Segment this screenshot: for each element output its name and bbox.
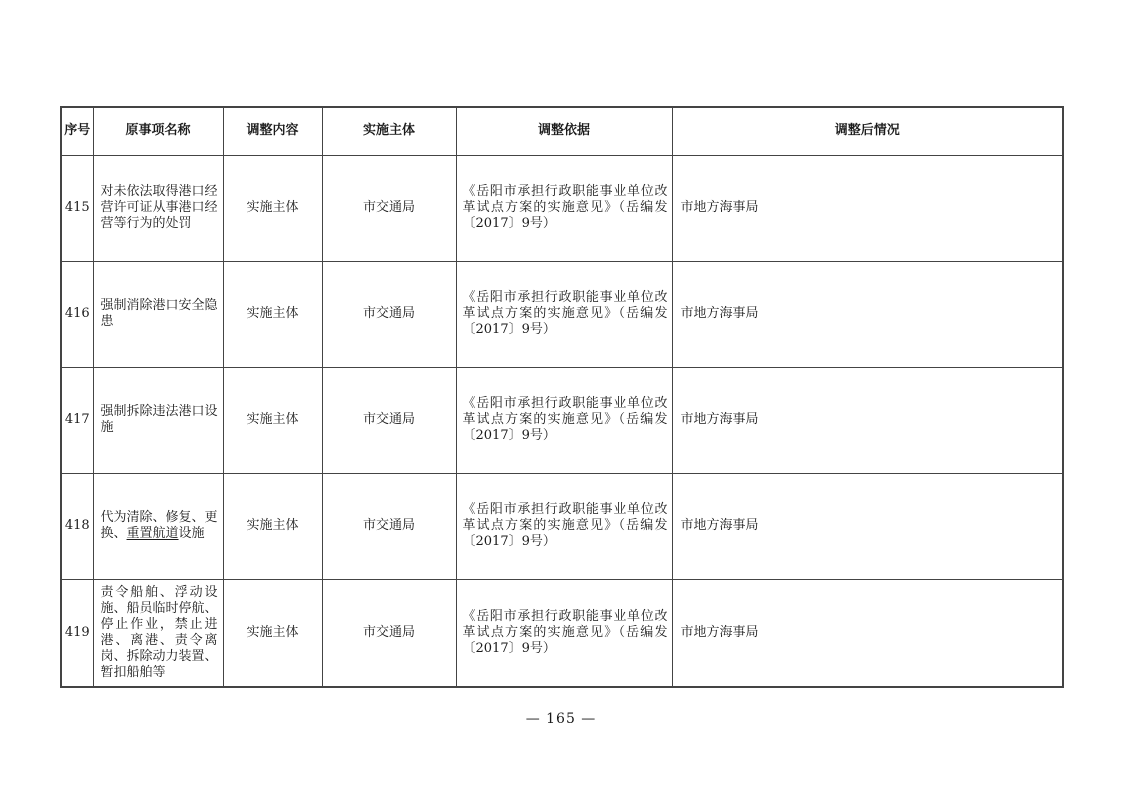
subject-cell: 市交通局 xyxy=(322,367,456,473)
subject-cell: 市交通局 xyxy=(322,261,456,367)
adjust-content-cell: 实施主体 xyxy=(223,155,322,261)
page-number: — 165 — xyxy=(525,711,597,727)
header-original-item-name: 原事项名称 xyxy=(93,107,223,155)
header-basis: 调整依据 xyxy=(456,107,672,155)
adjust-content-cell: 实施主体 xyxy=(223,473,322,579)
seq-cell: 418 xyxy=(61,473,93,579)
adjust-content-cell: 实施主体 xyxy=(223,367,322,473)
basis-cell: 《岳阳市承担行政职能事业单位改革试点方案的实施意见》（岳编发〔2017〕9号） xyxy=(456,473,672,579)
header-subject: 实施主体 xyxy=(322,107,456,155)
subject-cell: 市交通局 xyxy=(322,155,456,261)
after-status-cell: 市地方海事局 xyxy=(672,155,1063,261)
after-status-cell: 市地方海事局 xyxy=(672,473,1063,579)
header-seq: 序号 xyxy=(61,107,93,155)
item-name-cell: 强制拆除违法港口设施 xyxy=(93,367,223,473)
header-adjust-content: 调整内容 xyxy=(223,107,322,155)
table-row xyxy=(61,261,1063,367)
seq-cell: 416 xyxy=(61,261,93,367)
after-status-cell: 市地方海事局 xyxy=(672,261,1063,367)
item-name-text: 代为清除、修复、更换、 xyxy=(100,509,218,541)
subject-cell: 市交通局 xyxy=(322,579,456,687)
table-row xyxy=(61,473,1063,579)
after-status-cell: 市地方海事局 xyxy=(672,367,1063,473)
underlined-text: 重置航道 xyxy=(126,526,179,541)
after-status-cell: 市地方海事局 xyxy=(672,579,1063,687)
item-name-cell: 强制消除港口安全隐患 xyxy=(93,261,223,367)
seq-cell: 415 xyxy=(61,155,93,261)
table-row xyxy=(61,155,1063,261)
basis-cell: 《岳阳市承担行政职能事业单位改革试点方案的实施意见》（岳编发〔2017〕9号） xyxy=(456,579,672,687)
table-header-row xyxy=(61,107,1063,155)
adjustment-items-table xyxy=(60,106,1064,688)
item-name-cell: 责令船舶、浮动设施、船员临时停航、停止作业，禁止进港、离港、责令离岗、拆除动力装置、暂扣船舶等 xyxy=(93,579,223,687)
table-row xyxy=(61,579,1063,687)
item-name-cell xyxy=(93,473,223,579)
item-name-text: 设施 xyxy=(178,526,205,541)
seq-cell: 417 xyxy=(61,367,93,473)
basis-cell: 《岳阳市承担行政职能事业单位改革试点方案的实施意见》（岳编发〔2017〕9号） xyxy=(456,261,672,367)
header-after-status: 调整后情况 xyxy=(672,107,1063,155)
adjust-content-cell: 实施主体 xyxy=(223,579,322,687)
subject-cell: 市交通局 xyxy=(322,473,456,579)
item-name-cell: 对未依法取得港口经营许可证从事港口经营等行为的处罚 xyxy=(93,155,223,261)
seq-cell: 419 xyxy=(61,579,93,687)
adjust-content-cell: 实施主体 xyxy=(223,261,322,367)
basis-cell: 《岳阳市承担行政职能事业单位改革试点方案的实施意见》（岳编发〔2017〕9号） xyxy=(456,367,672,473)
basis-cell: 《岳阳市承担行政职能事业单位改革试点方案的实施意见》（岳编发〔2017〕9号） xyxy=(456,155,672,261)
table-row xyxy=(61,367,1063,473)
